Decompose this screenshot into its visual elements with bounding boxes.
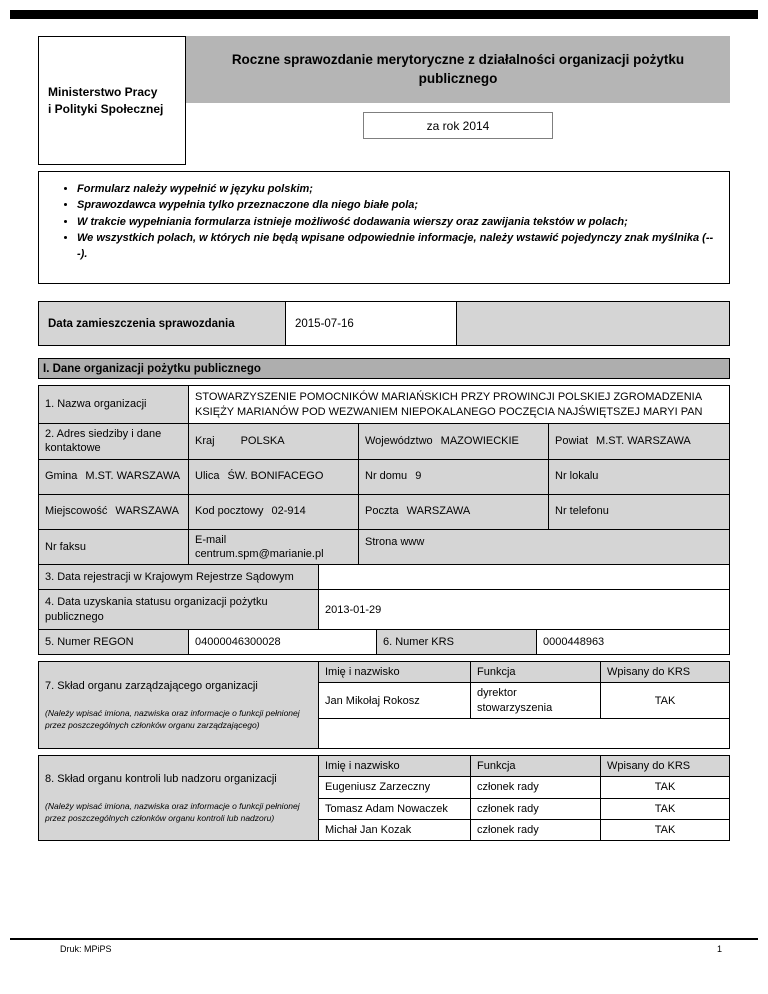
- page-footer: [10, 944, 758, 954]
- org-name-value: STOWARZYSZENIE POMOCNIKÓW MARIAŃSKICH PRZY PROWINCJI POLSKIEJ ZGROMADZENIA KSIĘŻY MARIANÓW POD WEZWANIEM NIEPOKALANEGO POCZĘCIA NAJŚWIĘTSZEJ MARYI PAN: [189, 386, 730, 424]
- top-rule: [10, 10, 758, 19]
- regon-value: 04000046300028: [189, 630, 377, 655]
- county-label: Powiat: [555, 435, 589, 448]
- board-member-name: Jan Mikołaj Rokosz: [319, 683, 471, 719]
- supervision-member-function: członek rady: [471, 798, 601, 819]
- supervision-note: (Należy wpisać imiona, nazwiska oraz informacje o funkcji pełnionej przez poszczególnych członków organu kontroli lub nadzoru): [45, 801, 300, 823]
- form-title: Roczne sprawozdanie merytoryczne z działalności organizacji pożytku publicznego: [186, 36, 730, 103]
- submission-date-filler: [457, 302, 729, 345]
- footer-rule: [10, 938, 758, 940]
- instruction-item: • Formularz należy wypełnić w języku polskim;: [77, 182, 715, 197]
- supervision-member-krs: TAK: [601, 819, 730, 840]
- supervision-col-name: Imię i nazwisko: [319, 756, 471, 777]
- phone-label: Nr telefonu: [555, 505, 609, 518]
- commune-value: M.ST. WARSZAWA: [85, 470, 181, 483]
- voivodeship-value: MAZOWIECKIE: [440, 435, 519, 448]
- supervision-member-name: Michał Jan Kozak: [319, 819, 471, 840]
- city-value: WARSZAWA: [115, 505, 179, 518]
- supervision-label-cell: [39, 756, 319, 841]
- submission-date-value: 2015-07-16: [285, 302, 457, 345]
- phone-cell: [549, 494, 730, 529]
- org-name-label: 1. Nazwa organizacji: [39, 386, 189, 424]
- post-office-label: Poczta: [365, 505, 399, 518]
- website-label: Strona www: [365, 535, 425, 548]
- post-office-value: WARSZAWA: [406, 505, 471, 518]
- report-year-box: za rok 2014: [363, 112, 553, 139]
- country-cell: [189, 424, 359, 460]
- krs-registration-value: [319, 565, 730, 590]
- instructions-box: [38, 171, 730, 284]
- supervision-col-krs: Wpisany do KRS: [601, 756, 730, 777]
- krs-number-label: 6. Numer KRS: [377, 630, 537, 655]
- board-col-function: Funkcja: [471, 662, 601, 683]
- org-name-table: [38, 385, 730, 424]
- krs-number-value: 0000448963: [537, 630, 730, 655]
- opp-status-value: 2013-01-29: [319, 590, 730, 630]
- postal-code-value: 02-914: [271, 505, 306, 518]
- header-right: [186, 36, 730, 165]
- house-number-label: Nr domu: [365, 470, 408, 483]
- fax-cell: [39, 529, 189, 565]
- apartment-number-label: Nr lokalu: [555, 470, 599, 483]
- ministry-name-line1: Ministerstwo Pracy: [48, 85, 158, 100]
- street-value: ŚW. BONIFACEGO: [227, 470, 324, 483]
- email-label: E-mail: [195, 533, 227, 546]
- commune-label: Gmina: [45, 470, 78, 483]
- supervision-label: 8. Skład organu kontroli lub nadzoru organizacji: [45, 773, 277, 786]
- board-col-krs: Wpisany do KRS: [601, 662, 730, 683]
- supervision-table: [38, 755, 730, 841]
- regon-krs-table: [38, 629, 730, 655]
- board-table: [38, 661, 730, 749]
- city-label: Miejscowość: [45, 505, 108, 518]
- supervision-member-krs: TAK: [601, 777, 730, 798]
- board-member-function: dyrektor stowarzyszenia: [471, 683, 601, 719]
- address-label: 2. Adres siedziby i dane kontaktowe: [39, 424, 189, 460]
- county-cell: [549, 424, 730, 460]
- house-number-value: 9: [415, 470, 422, 483]
- board-member-krs: TAK: [601, 683, 730, 719]
- board-empty-area: [319, 719, 730, 749]
- section1-header: I. Dane organizacji pożytku publicznego: [38, 358, 730, 379]
- submission-date-row: [38, 301, 730, 346]
- board-label-cell: [39, 662, 319, 749]
- voivodeship-cell: [359, 424, 549, 460]
- regon-label: 5. Numer REGON: [39, 630, 189, 655]
- supervision-col-function: Funkcja: [471, 756, 601, 777]
- email-cell: [189, 529, 359, 565]
- instructions-list: [53, 182, 715, 262]
- opp-status-label: 4. Data uzyskania statusu organizacji pożytku publicznego: [39, 590, 319, 630]
- supervision-member-function: członek rady: [471, 777, 601, 798]
- ministry-box: [38, 36, 186, 165]
- supervision-member-function: członek rady: [471, 819, 601, 840]
- apartment-number-cell: [549, 459, 730, 494]
- county-value: M.ST. WARSZAWA: [596, 435, 691, 448]
- instruction-item: • W trakcie wypełniania formularza istnieje możliwość dodawania wierszy oraz zawijania tekstów w polach;: [77, 215, 715, 230]
- form-header: [38, 36, 730, 165]
- year-row: [186, 103, 730, 165]
- ministry-name-line2: i Polityki Społecznej: [48, 101, 164, 116]
- supervision-member-krs: TAK: [601, 798, 730, 819]
- post-office-cell: [359, 494, 549, 529]
- commune-cell: [39, 459, 189, 494]
- krs-registration-label: 3. Data rejestracji w Krajowym Rejestrze Sądowym: [39, 565, 319, 590]
- postal-code-cell: [189, 494, 359, 529]
- print-label: Druk: MPiPS: [60, 944, 112, 954]
- board-col-name: Imię i nazwisko: [319, 662, 471, 683]
- email-value: centrum.spm@marianie.pl: [195, 547, 324, 560]
- website-cell: [359, 529, 730, 565]
- submission-date-label: Data zamieszczenia sprawozdania: [48, 317, 235, 330]
- country-label: Kraj: [195, 435, 215, 448]
- address-table: [38, 423, 730, 565]
- dates-table: [38, 564, 730, 630]
- voivodeship-label: Województwo: [365, 435, 433, 448]
- city-cell: [39, 494, 189, 529]
- page-number: 1: [716, 944, 722, 954]
- country-value: POLSKA: [240, 435, 285, 448]
- fax-label: Nr faksu: [45, 540, 86, 553]
- street-label: Ulica: [195, 470, 220, 483]
- street-cell: [189, 459, 359, 494]
- house-number-cell: [359, 459, 549, 494]
- board-label: 7. Skład organu zarządzającego organizacji: [45, 680, 258, 693]
- supervision-member-name: Eugeniusz Zarzeczny: [319, 777, 471, 798]
- instruction-item: • Sprawozdawca wypełnia tylko przeznaczone dla niego białe pola;: [77, 198, 715, 213]
- postal-code-label: Kod pocztowy: [195, 505, 264, 518]
- instruction-item: • We wszystkich polach, w których nie będą wpisane odpowiednie informacje, należy wstawić pojedynczy znak myślnika (---).: [77, 231, 715, 262]
- board-note: (Należy wpisać imiona, nazwiska oraz informacje o funkcji pełnionej przez poszczególnych członków organu zarządzającego): [45, 708, 300, 730]
- supervision-member-name: Tomasz Adam Nowaczek: [319, 798, 471, 819]
- form-page: [38, 36, 730, 841]
